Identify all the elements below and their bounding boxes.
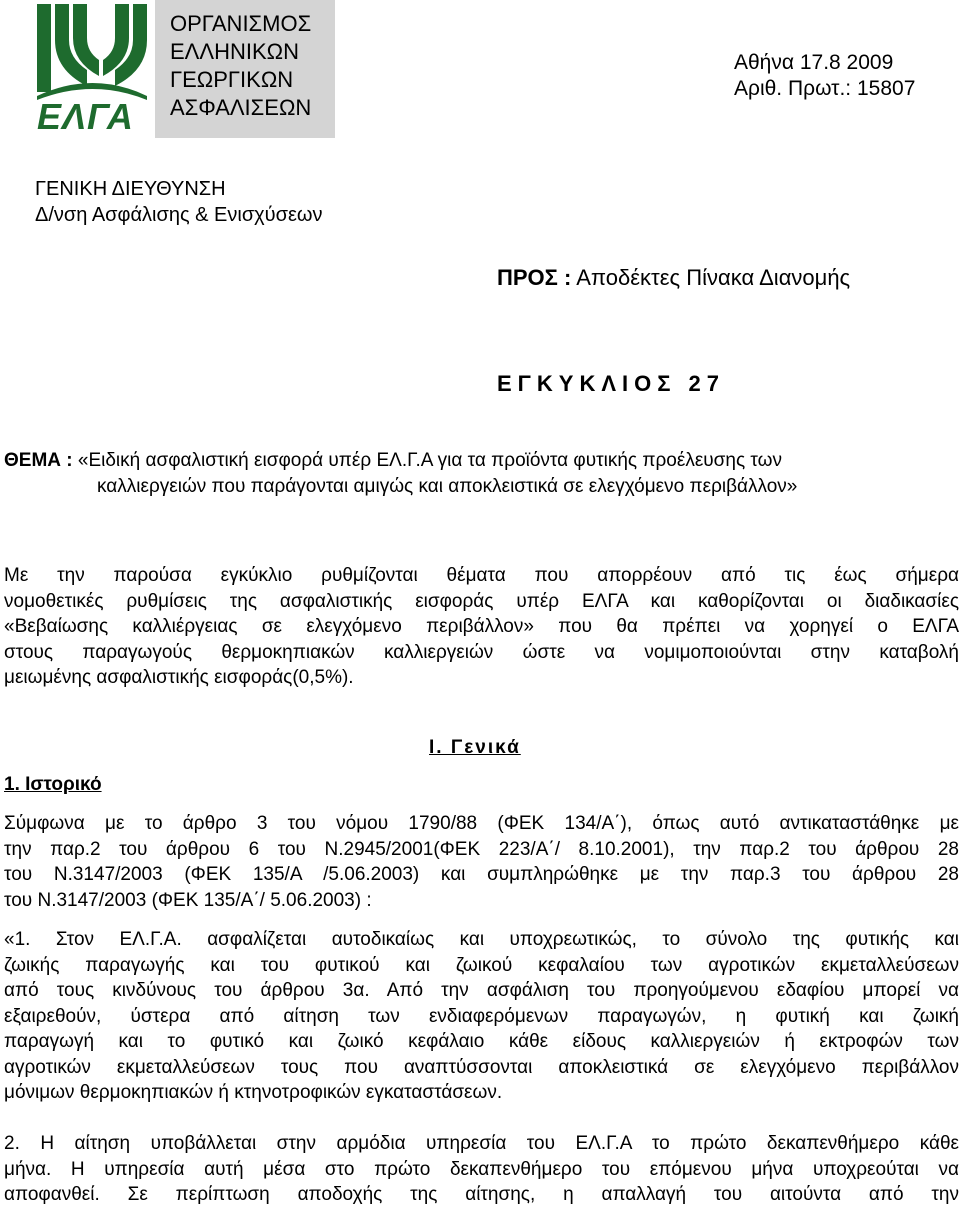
intro-line: στους παραγωγούς θερμοκηπιακών καλλιεργειών ώστε να νομιμοποιούνται στην καταβολή bbox=[4, 641, 959, 663]
intro-line: μειωμένης ασφαλιστικής εισφοράς(0,5%). bbox=[4, 667, 354, 688]
history-line: του Ν.3147/2003 (ΦΕΚ 135/Α /5.06.2003) και συμπληρώθηκε με την παρ.3 του άρθρου 28 bbox=[4, 864, 959, 885]
quote2-line: μήνα. Η υπηρεσία αυτή μέσα στο πρώτο δεκαπενθήμερο του επόμενου μήνα υποχρεούται να bbox=[4, 1158, 959, 1180]
intro-line: «Βεβαίωσης καλλιέργειας σε ελεγχόμενο περιβάλλον» που θα πρέπει να χορηγεί ο ΕΛΓΑ bbox=[4, 616, 959, 637]
history-paragraph bbox=[4, 811, 959, 913]
org-name-line-3: ΓΕΩΡΓΙΚΩΝ bbox=[170, 67, 294, 92]
quote1-line: αγροτικών εκμεταλλεύσεων τους που αναπτύσσονται αποκλειστικά σε ελεγχόμενο περιβάλλον bbox=[4, 1056, 959, 1078]
quote1-line: «1. Στον ΕΛ.Γ.Α. ασφαλίζεται αυτοδικαίως και υποχρεωτικώς, το σύνολο της φυτικής και bbox=[4, 929, 959, 950]
org-name-line-1: ΟΡΓΑΝΙΣΜΟΣ bbox=[170, 11, 312, 36]
intro-line: Με την παρούσα εγκύκλιο ρυθμίζονται θέματα που απορρέουν από τις έως σήμερα bbox=[4, 565, 959, 586]
section-heading-general: Ι. Γενικά bbox=[429, 737, 521, 758]
recipient-value: Αποδέκτες Πίνακα Διανομής bbox=[571, 265, 851, 290]
quote1-line: μόνιμων θερμοκηπιακών ή κτηνοτροφικών εγκαταστάσεων. bbox=[4, 1082, 503, 1103]
org-name-line-4: ΑΣΦΑΛΙΣΕΩΝ bbox=[170, 95, 312, 120]
history-line: του Ν.3147/2003 (ΦΕΚ 135/Α΄/ 5.06.2003) : bbox=[4, 889, 372, 911]
quote1-line: παραγωγή και το φυτικό και ζωικό κεφάλαιο κάθε είδους καλλιεργειών ή εκτροφών των bbox=[4, 1031, 959, 1052]
subsection-heading-history: 1. Ιστορικό bbox=[4, 774, 102, 795]
subject-line-1 bbox=[4, 448, 782, 474]
quote-paragraph-1 bbox=[4, 927, 959, 1106]
quote1-line: εξαιρεθούν, ύστερα από αίτηση των ενδιαφερόμενων παραγωγών, η φυτική και ζωική bbox=[4, 1005, 959, 1027]
elga-logo bbox=[35, 0, 155, 138]
history-line: την παρ.2 του άρθρου 6 του Ν.2945/2001(ΦΕΚ 223/Α΄/ 8.10.2001), την παρ.2 του άρθρου 28 bbox=[4, 838, 959, 860]
org-name-line-2: ΕΛΛΗΝΙΚΩΝ bbox=[170, 39, 299, 64]
subject-line-2: καλλιεργειών που παράγονται αμιγώς και αποκλειστικά σε ελεγχόμενο περιβάλλον» bbox=[97, 476, 798, 497]
circular-title: ΕΓΚΥΚΛΙΟΣ 27 bbox=[497, 371, 726, 396]
division-name: Δ/νση Ασφάλισης & Ενισχύσεων bbox=[35, 204, 323, 226]
intro-line: νομοθετικές ρυθμίσεις της ασφαλιστικής εισφοράς υπέρ ΕΛΓΑ και καθορίζονται οι διαδικασίες bbox=[4, 590, 959, 612]
protocol-number: Αριθ. Πρωτ.: 15807 bbox=[734, 77, 916, 100]
quote2-line: αποφανθεί. Σε περίπτωση αποδοχής της αίτησης, η απαλλαγή του αιτούντα από την bbox=[4, 1184, 959, 1205]
organization-name-box bbox=[155, 0, 335, 138]
general-directorate: ΓΕΝΙΚΗ ΔΙΕΥΘΥΝΣΗ bbox=[35, 178, 226, 200]
quote-paragraph-2 bbox=[4, 1131, 959, 1208]
quote1-line: ζωικής παραγωγής και του φυτικού και ζωικού κεφαλαίου των αγροτικών εκμεταλλεύσεων bbox=[4, 954, 959, 976]
recipient-line bbox=[497, 264, 850, 292]
subject-text-1: «Ειδική ασφαλιστική εισφορά υπέρ ΕΛ.Γ.Α για τα προϊόντα φυτικής προέλευσης των bbox=[72, 450, 782, 471]
subject-label: ΘΕΜΑ : bbox=[4, 450, 73, 471]
quote2-line: 2. Η αίτηση υποβάλλεται στην αρμόδια υπηρεσία του ΕΛ.Γ.Α το πρώτο δεκαπενθήμερο κάθε bbox=[4, 1133, 959, 1154]
history-line: Σύμφωνα με το άρθρο 3 του νόμου 1790/88 (ΦΕΚ 134/Α΄), όπως αυτό αντικαταστάθηκε με bbox=[4, 813, 959, 834]
quote1-line: από τους κινδύνους του άρθρου 3α. Από την ασφάλιση του προηγούμενου εδαφίου μπορεί να bbox=[4, 980, 959, 1001]
intro-paragraph bbox=[4, 563, 959, 691]
logo-letters: ΕΛΓΑ bbox=[37, 96, 134, 137]
recipient-label: ΠΡΟΣ : bbox=[497, 265, 572, 290]
document-date: Αθήνα 17.8 2009 bbox=[734, 51, 894, 74]
